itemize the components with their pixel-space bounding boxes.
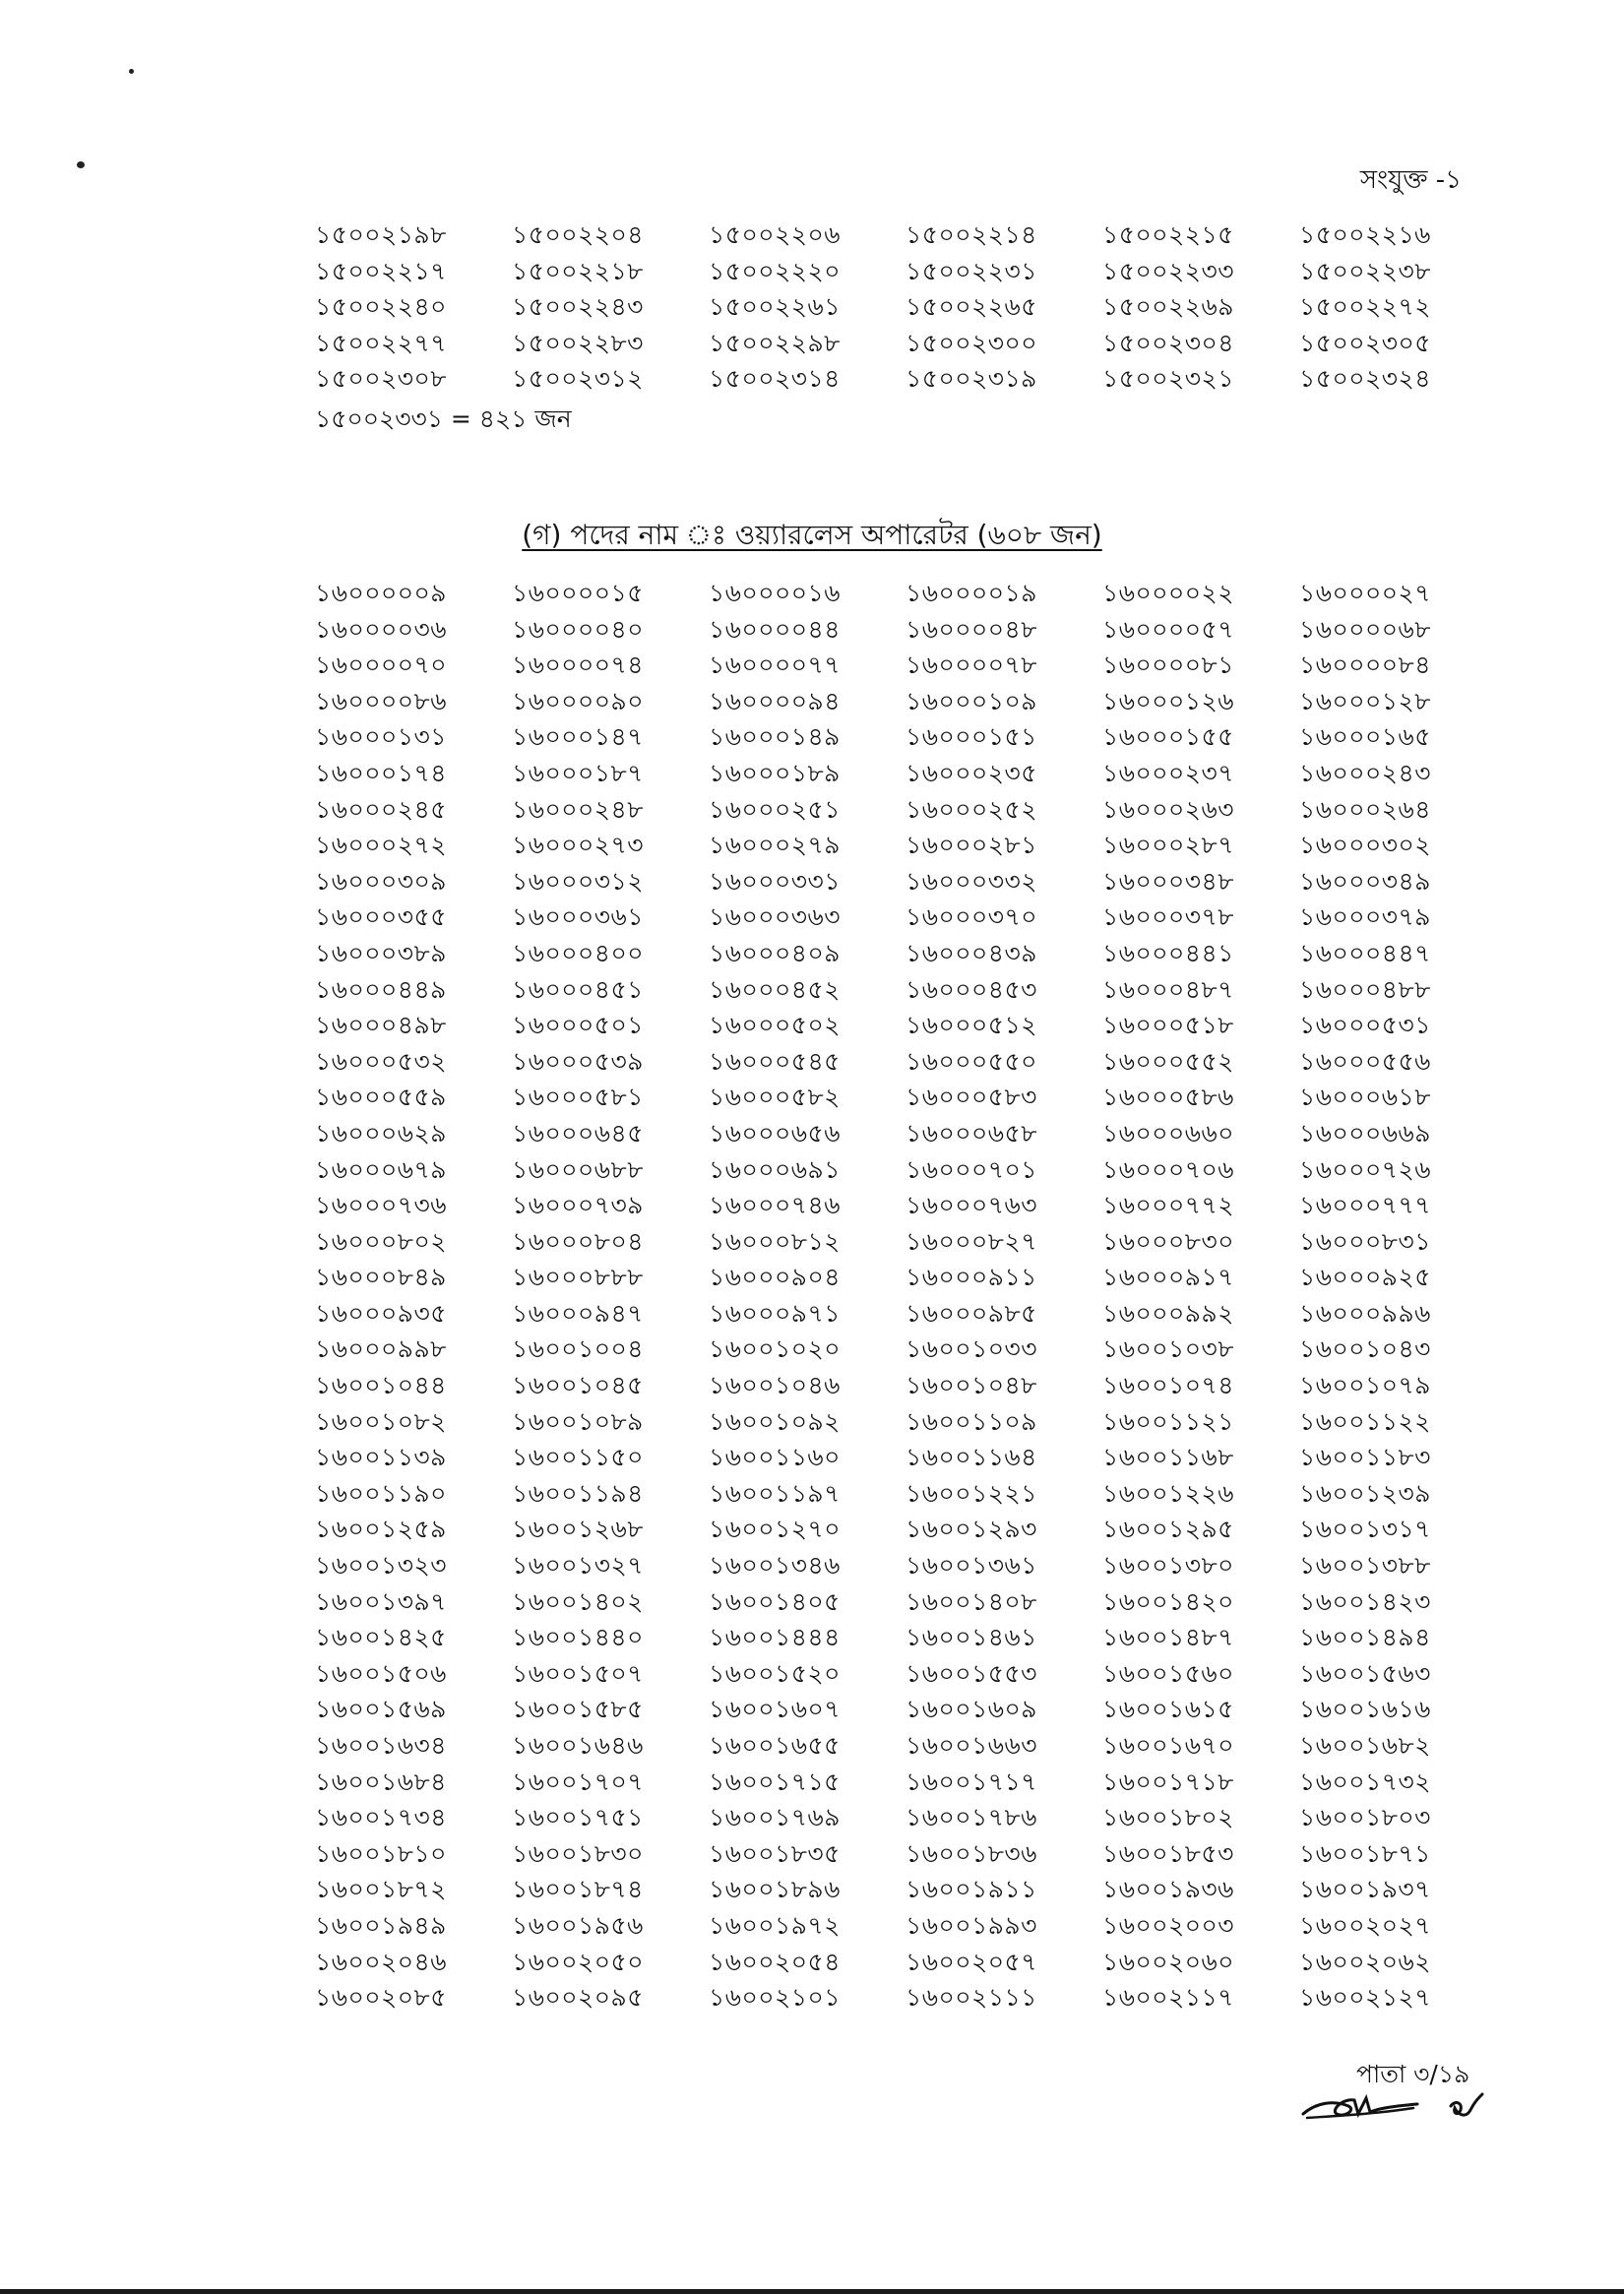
roll-number-cell: ১৬০০০৭৪৬ [709,1191,841,1220]
roll-number-cell: ১৬০০১৪৯৪ [1299,1623,1431,1652]
roll-number-cell: ১৬০০২০০৩ [1102,1910,1235,1940]
roll-number-cell: ১৬০০১৩৯৭ [315,1586,447,1616]
roll-number-cell: ১৬০০১৬০৯ [906,1695,1037,1724]
roll-number-cell: ১৬০০১৩৮৮ [1299,1551,1431,1581]
roll-number-cell: ১৬০০০২৫১ [709,794,841,824]
roll-number-cell: ১৬০০১৮৭৪ [512,1875,644,1904]
roll-number-cell: ১৬০০০০৭৭ [709,651,842,680]
roll-number-cell: ১৬০০০৯৭১ [709,1298,841,1328]
roll-number-cell: ১৫০০২২৭২ [1299,292,1431,322]
roll-number-cell: ১৬০০০৭০৬ [1102,1154,1235,1184]
roll-number-cell: ১৬০০০৮৮৮ [512,1263,644,1292]
roll-number-cell: ১৬০০১২৭০ [709,1515,841,1544]
roll-number-cell: ১৬০০১৯৩৭ [1299,1875,1431,1904]
roll-number-cell: ১৬০০০৬২৯ [315,1118,447,1147]
roll-number-cell: ১৬০০১১৬৪ [906,1443,1037,1472]
roll-number-cell: ১৫০০২৩১৪ [709,364,841,394]
roll-number-cell: ১৬০০০৪৫৩ [906,974,1037,1004]
roll-number-cell: ১৬০০০৫৪৫ [709,1046,841,1076]
roll-number-cell: ১৫০০২৩০৫ [1299,328,1431,357]
roll-number-cell: ১৬০০০৫৮১ [512,1083,644,1112]
roll-number-cell: ১৬০০০০৪০ [512,614,644,644]
roll-number-cell: ১৬০০১৮৭২ [315,1875,447,1904]
roll-number-cell: ১৬০০০২৫২ [906,794,1037,824]
roll-number-cell: ১৬০০০৭৭২ [1102,1191,1235,1220]
roll-number-cell: ১৬০০১০৮৯ [512,1406,644,1436]
roll-number-cell: ১৬০০০৫৮৬ [1102,1083,1234,1112]
roll-number-cell: ১৫০০২২৩১ [906,256,1037,285]
roll-number-cell: ১৬০০১১২২ [1299,1406,1431,1436]
roll-number-cell: ১৬০০১১৬০ [709,1443,841,1472]
roll-number-cell: ১৬০০০৫০১ [512,1011,644,1040]
roll-number-cell: ১৬০০১০৩৩ [906,1334,1037,1364]
roll-number-cell: ১৬০০১৪০৫ [709,1586,841,1616]
roll-number-cell: ১৬০০২১২৭ [1299,1983,1431,2013]
roll-number-cell: ১৫০০২৩০০ [906,328,1037,357]
roll-number-cell: ১৬০০১৮৩৫ [709,1838,841,1868]
roll-number-cell: ১৬০০১০৪৪ [315,1371,447,1400]
roll-number-cell: ১৬০০০৯১১ [906,1263,1037,1292]
roll-number-cell: ১৬০০১৭৩২ [1299,1767,1431,1796]
roll-number-cell: ১৬০০১৮১০ [315,1838,447,1868]
roll-number-cell: ১৬০০১০২০ [709,1334,841,1364]
roll-number-cell: ১৬০০১৮৩৬ [906,1838,1037,1868]
section-heading [0,514,1624,560]
roll-number-cell: ১৬০০১৭১৮ [1102,1767,1234,1796]
roll-number-cell: ১৬০০০৫৫৬ [1299,1046,1431,1076]
roll-number-cell: ১৬০০০২৬৪ [1299,794,1431,824]
roll-number-cell: ১৬০০১৯১১ [906,1875,1037,1904]
roll-number-cell: ১৬০০০০৫৭ [1102,614,1234,644]
roll-number-cell: ১৬০০০০৪৪ [709,614,841,644]
roll-number-cell: ১৬০০০৭২৬ [1299,1154,1432,1184]
roll-number-cell: ১৬০০২০৫৪ [709,1947,841,1976]
roll-number-cell: ১৬০০১৫০৬ [315,1658,447,1688]
roll-number-cell: ১৬০০১০৪৫ [512,1371,644,1400]
roll-number-cell: ১৬০০২১১৭ [1102,1983,1234,2013]
roll-number-cell: ১৬০০১০৭৯ [1299,1371,1431,1400]
roll-number-cell: ১৫০০২২৬১ [709,292,841,322]
roll-number-cell: ১৬০০০৪৪৯ [315,974,447,1004]
roll-number-cell: ১৬০০১৪২০ [1102,1586,1234,1616]
roll-number-cell: ১৬০০১৯৫৬ [512,1910,644,1940]
roll-number-cell: ১৬০০০২৭৯ [709,831,841,860]
annex-label: সংযুক্ত -১ [1359,165,1462,195]
roll-number-cell: ১৬০০১৯৯৩ [906,1910,1037,1940]
roll-number-cell: ১৫০০২২৮৩ [512,328,644,357]
roll-number-cell: ১৬০০১১৮৩ [1299,1443,1431,1472]
roll-number-cell: ১৬০০০২৪৫ [315,794,447,824]
roll-number-cell: ১৬০০০০৭০ [315,651,448,680]
roll-number-cell: ১৬০০১৫৬৩ [1299,1658,1431,1688]
roll-number-cell: ১৬০০১৮০৩ [1299,1803,1431,1832]
roll-number-cell: ১৬০০১৩৪৬ [709,1551,841,1581]
scan-speck [77,161,85,168]
roll-number-cell: ১৬০০০২৭২ [315,831,448,860]
roll-number-cell: ১৬০০১৫৬৯ [315,1695,447,1724]
roll-number-cell: ১৬০০০২৮৭ [1102,831,1234,860]
roll-number-cell: ১৫০০২২৬৯ [1102,292,1234,322]
roll-number-cell: ১৬০০০৪৪৭ [1299,938,1431,967]
roll-number-cell: ১৬০০০২৮১ [906,831,1037,860]
roll-number-cell: ১৫০০২৩২১ [1102,364,1234,394]
roll-number-cell: ১৬০০০০২২ [1102,579,1235,607]
roll-number-cell: ১৬০০১৩৬১ [906,1551,1037,1581]
signature [1297,2084,1435,2124]
roll-number-cell: ১৫০০২২৪৩ [512,292,644,322]
roll-number-cell: ১৬০০২০২৭ [1299,1910,1432,1940]
roll-number-cell: ১৬০০০১৫১ [906,722,1037,752]
roll-number-cell: ১৫০০২২১৬ [1299,220,1431,249]
roll-number-cell: ১৬০০০৮৩০ [1102,1226,1234,1256]
roll-number-cell: ১৬০০০২৪৩ [1299,758,1431,787]
roll-number-cell: ১৬০০০৮৩১ [1299,1226,1431,1256]
roll-number-cell: ১৬০০০৩০২ [1299,831,1432,860]
roll-number-cell: ১৫০০২২৯৮ [709,328,841,357]
roll-number-cell: ১৬০০১৬৩৪ [315,1731,447,1760]
roll-number-cell: ১৬০০১৪৪৪ [709,1623,841,1652]
roll-number-cell: ১৫০০২৩০৪ [1102,328,1234,357]
roll-number-cell: ১৬০০২০৫০ [512,1947,644,1976]
roll-number-cell: ১৬০০০৬৫৮ [906,1118,1037,1147]
roll-number-cell: ১৬০০০৩৪৮ [1102,866,1234,896]
roll-number-cell: ১৬০০০১৮৭ [512,758,644,787]
roll-number-cell: ১৬০০১৫০৭ [512,1658,644,1688]
roll-number-cell: ১৬০০০৩৩১ [709,866,841,896]
roll-number-cell: ১৬০০১০৯২ [709,1406,841,1436]
roll-number-cell: ১৬০০০৩৭৮ [1102,902,1234,932]
roll-number-cell: ১৫০০২৩১৯ [906,364,1037,394]
roll-number-cell: ১৬০০১১২১ [1102,1406,1234,1436]
roll-number-cell: ১৬০০০৯৩৫ [315,1298,447,1328]
roll-number-cell: ১৬০০১১৬৮ [1102,1443,1234,1472]
roll-number-cell: ১৬০০০১৬৫ [1299,722,1431,752]
roll-number-cell: ১৬০০০৪০৯ [709,938,841,967]
roll-number-cell: ১৬০০০৮০২ [315,1226,447,1256]
roll-number-cell: ১৫০০২২৩৮ [1299,256,1431,285]
roll-number-cell: ১৬০০০৭৩৯ [512,1191,644,1220]
roll-number-cell: ১৬০০১৬১৫ [1102,1695,1234,1724]
roll-number-cell: ১৬০০০৬৮৮ [512,1154,644,1184]
scan-speck [129,69,134,74]
section-title: (গ) পদের নাম ঃ ওয়্যারলেস অপারেটর (৬০৮ জন) [522,519,1102,551]
roll-number-grid-wireless-operator [315,576,1437,2016]
roll-number-cell: ১৬০০০৬৯১ [709,1154,841,1184]
roll-number-cell: ১৬০০১৮৭১ [1299,1838,1431,1868]
roll-number-cell: ১৬০০১৬৫৫ [709,1731,841,1760]
roll-number-cell: ১৬০০০০৯৪ [709,686,841,715]
roll-number-cell: ১৬০০০২৪৮ [512,794,644,824]
roll-number-cell: ১৬০০১১৯৪ [512,1478,644,1508]
roll-number-cell: ১৬০০০০৮৬ [315,686,447,715]
roll-number-cell: ১৬০০১৮৫৩ [1102,1838,1234,1868]
roll-number-cell: ১৫০০২২১৫ [1102,220,1234,249]
roll-number-cell: ১৬০০১৬১৬ [1299,1695,1431,1724]
roll-number-cell: ১৬০০০৬৬৯ [1299,1118,1431,1147]
roll-number-cell: ১৬০০০৯০৪ [709,1263,841,1292]
roll-number-cell: ১৬০০০৪০০ [512,938,644,967]
roll-number-cell: ১৬০০০৩৩২ [906,866,1038,896]
roll-number-cell: ১৬০০১৫৬০ [1102,1658,1234,1688]
roll-number-cell: ১৫০০২২১৭ [315,256,447,285]
roll-number-cell: ১৬০০০১৮৯ [709,758,841,787]
roll-number-cell: ১৬০০১০৪৮ [906,1371,1037,1400]
roll-number-cell: ১৬০০২০৯৫ [512,1983,644,2013]
roll-number-cell: ১৬০০০১৪৭ [512,722,644,752]
roll-number-cell: ১৬০০১২৬৮ [512,1515,644,1544]
roll-number-cell: ১৬০০১৬০৭ [709,1695,841,1724]
roll-number-cell: ১৬০০০৭৬৩ [906,1191,1038,1220]
roll-number-cell: ১৬০০১৭৬৯ [709,1803,841,1832]
roll-number-cell: ১৬০০১৪২৫ [315,1623,447,1652]
roll-number-cell: ১৫০০২৩২৪ [1299,364,1431,394]
roll-number-cell: ১৬০০০৪৩৯ [906,938,1037,967]
roll-number-cell: ১৬০০০১২৮ [1299,686,1431,715]
roll-number-cell: ১৬০০১২২১ [906,1478,1037,1508]
roll-number-cell: ১৬০০০৮২৭ [906,1226,1037,1256]
roll-number-cell: ১৬০০০৩৪৯ [1299,866,1431,896]
roll-number-cell: ১৬০০০০২৭ [1299,579,1432,607]
roll-number-cell: ১৬০০১২৯৫ [1102,1515,1234,1544]
roll-number-cell: ১৫০০২২৬৫ [906,292,1037,322]
roll-number-cell: ১৫০০২২২০ [709,256,841,285]
roll-number-cell: ১৫০০২২৩৩ [1102,256,1234,285]
roll-number-cell: ১৬০০১৭১৭ [906,1767,1037,1796]
roll-number-cell: ১৬০০০৫৩১ [1299,1011,1431,1040]
roll-number-cell: ১৬০০০৫৫৯ [315,1083,447,1112]
roll-number-cell: ১৬০০০৩১২ [512,866,644,896]
page-number: পাতা ৩/১৯ [1356,2060,1470,2088]
roll-number-cell: ১৬০০০৮৪৯ [315,1263,447,1292]
roll-number-cell: ১৬০০১১০৯ [906,1406,1037,1436]
roll-number-cell: ১৬০০০০৮৪ [1299,651,1431,680]
roll-number-cell: ১৬০০১৩২৭ [512,1551,644,1581]
roll-number-cell: ১৬০০১৭৫১ [512,1803,644,1832]
roll-number-cell: ১৬০০১৭১৫ [709,1767,841,1796]
roll-number-cell: ১৬০০০৯৯৮ [315,1334,447,1364]
roll-number-cell: ১৬০০০৩৭০ [906,902,1038,932]
roll-number-cell: ১৬০০০৪৫২ [709,974,841,1004]
roll-number-cell: ১৫০০২২১৮ [512,256,644,285]
roll-number-cell: ১৬০০০৬৫৬ [709,1118,841,1147]
roll-number-cell: ১৬০০০৫৫২ [1102,1046,1234,1076]
roll-number-cell: ১৬০০১০৮২ [315,1406,447,1436]
roll-number-cell: ১৬০০২০৬২ [1299,1947,1432,1976]
roll-number-cell: ১৬০০০০৭৪ [512,651,644,680]
roll-number-cell: ১৬০০০১২৬ [1102,686,1234,715]
roll-number-cell: ১৬০০০০৪৮ [906,614,1037,644]
roll-number-cell: ১৬০০১৪২৩ [1299,1586,1431,1616]
roll-number-cell: ১৬০০০৩৬৩ [709,902,842,932]
roll-number-cell: ১৬০০১৯৪৯ [315,1910,447,1940]
roll-number-cell: ১৬০০০৯২৫ [1299,1263,1431,1292]
roll-number-cell: ১৫০০২২০৬ [709,220,841,249]
roll-number-cell: ১৬০০০১৫৫ [1102,722,1234,752]
roll-number-cell: ১৬০০১১৫০ [512,1443,644,1472]
roll-number-cell: ১৬০০০০৬৮ [1299,614,1431,644]
roll-number-cell: ১৬০০০৯৯২ [1102,1298,1234,1328]
roll-number-cell: ১৬০০০০০৯ [315,579,447,607]
roll-number-cell: ১৫০০২৩০৮ [315,364,447,394]
roll-number-cell: ১৬০০০৫৮২ [709,1083,841,1112]
roll-number-cell: ১৬০০১৯৩৬ [1102,1875,1234,1904]
roll-number-cell: ১৬০০০১৩১ [315,722,447,752]
roll-number-cell: ১৬০০১৭০৭ [512,1767,644,1796]
roll-number-cell: ১৬০০০৮০৪ [512,1226,644,1256]
roll-number-cell: ১৬০০০৪৯৮ [315,1011,447,1040]
roll-number-cell: ১৬০০০৩০৯ [315,866,447,896]
roll-number-cell: ১৬০০১১৯৭ [709,1478,841,1508]
roll-number-cell: ১৬০০২০৮৫ [315,1983,447,2013]
roll-number-cell: ১৬০০১৪৮৭ [1102,1623,1234,1652]
roll-number-cell: ১৬০০১০৭৪ [1102,1371,1234,1400]
roll-number-cell: ১৬০০০০৩৬ [315,614,448,644]
roll-number-cell: ১৬০০১৫২০ [709,1658,841,1688]
roll-number-cell: ১৬০০০৬৬০ [1102,1118,1235,1147]
roll-number-cell: ১৬০০১২৯৩ [906,1515,1037,1544]
roll-number-cell: ১৬০০০৩৫৫ [315,902,447,932]
roll-number-cell: ১৫০০২১৯৮ [315,220,447,249]
roll-number-cell: ১৬০০০০১৯ [906,579,1037,607]
roll-number-cell: ১৬০০১৬৮৪ [315,1767,447,1796]
roll-number-cell: ১৫০০২২৭৭ [315,328,447,357]
roll-number-cell: ১৬০০১৪৪০ [512,1623,644,1652]
roll-number-cell: ১৬০০২১১১ [906,1983,1037,2013]
roll-number-cell: ১৬০০১০০৪ [512,1334,644,1364]
roll-number-cell: ১৫০০২৩১২ [512,364,644,394]
roll-number-cell: ১৬০০০৬৭৯ [315,1154,447,1184]
roll-number-cell: ১৬০০০৫৮৩ [906,1083,1037,1112]
roll-number-cell: ১৬০০১৭৩৪ [315,1803,447,1832]
roll-number-cell: ১৬০০২১০১ [709,1983,841,2013]
roll-number-cell: ১৬০০১৫৫৩ [906,1658,1037,1688]
roll-number-cell: ১৬০০০৩৭৯ [1299,902,1431,932]
roll-number-cell: ১৬০০১৯৭২ [709,1910,841,1940]
roll-number-cell: ১৬০০১০৪৩ [1299,1334,1431,1364]
roll-number-cell: ১৬০০১০৩৮ [1102,1334,1234,1364]
roll-number-cell: ১৬০০০৯১৭ [1102,1263,1234,1292]
initials [1447,2090,1486,2124]
roll-number-cell: ১৬০০০২৩৫ [906,758,1037,787]
roll-number-cell: ১৬০০১২৩৯ [1299,1478,1431,1508]
roll-number-cell: ১৬০০১১৩৯ [315,1443,447,1472]
roll-number-cell: ১৬০০২০৪৬ [315,1947,447,1976]
roll-number-cell: ১৬০০০১৭৪ [315,758,447,787]
roll-number-cell: ১৬০০০৫৩২ [315,1046,447,1076]
roll-number-cell: ১৬০০১৪০২ [512,1586,644,1616]
roll-number-cell: ১৬০০০৯৯৬ [1299,1298,1431,1328]
roll-number-cell: ১৫০০২২০৪ [512,220,644,249]
roll-number-cell: ১৬০০০৪৪১ [1102,938,1234,967]
section-total-line: ১৫০০২৩৩১ = ৪২১ জন [315,404,572,433]
roll-number-cell: ১৬০০১৫৮৫ [512,1695,644,1724]
roll-number-cell: ১৬০০১৭৮৬ [906,1803,1037,1832]
roll-number-cell: ১৬০০১৩১৭ [1299,1515,1431,1544]
roll-number-cell: ১৬০০১৮৩০ [512,1838,644,1868]
roll-number-cell: ১৬০০০৫০২ [709,1011,841,1040]
roll-number-cell: ১৬০০০০৭৮ [906,651,1037,680]
roll-number-cell: ১৬০০১৬৭০ [1102,1731,1234,1760]
roll-number-cell: ১৬০০০৪৫১ [512,974,644,1004]
roll-number-cell: ১৬০০০৭৭৭ [1299,1191,1432,1220]
roll-number-cell: ১৬০০০২৬৩ [1102,794,1235,824]
roll-number-cell: ১৬০০১২২৬ [1102,1478,1234,1508]
roll-number-cell: ১৬০০০৫১২ [906,1011,1037,1040]
roll-number-cell: ১৬০০১০৪৬ [709,1371,841,1400]
roll-number-cell: ১৬০০১২৫৯ [315,1515,447,1544]
roll-number-cell: ১৬০০০৪৮৭ [1102,974,1234,1004]
roll-number-cell: ১৬০০১৩৮০ [1102,1551,1234,1581]
roll-number-cell: ১৬০০০৫১৮ [1102,1011,1234,1040]
roll-number-cell: ১৬০০০৭৩৬ [315,1191,448,1220]
roll-number-cell: ১৬০০২০৬০ [1102,1947,1235,1976]
roll-number-cell: ১৬০০১১৯০ [315,1478,447,1508]
roll-number-cell: ১৬০০০৪৮৮ [1299,974,1431,1004]
roll-number-cell: ১৬০০১৪৬১ [906,1623,1037,1652]
roll-number-cell: ১৬০০১৮০২ [1102,1803,1234,1832]
roll-number-cell: ১৬০০০৭০১ [906,1154,1037,1184]
roll-number-cell: ১৬০০০৩৬১ [512,902,644,932]
roll-number-cell: ১৬০০০০১৫ [512,579,644,607]
roll-number-cell: ১৬০০১৬৮২ [1299,1731,1431,1760]
roll-number-cell: ১৬০০০০৮১ [1102,651,1234,680]
roll-number-cell: ১৬০০১৪০৮ [906,1586,1037,1616]
roll-number-cell: ১৬০০০২৭৩ [512,831,645,860]
roll-number-grid-continued [315,217,1437,398]
scan-edge [0,2289,1624,2294]
roll-number-cell: ১৬০০০৫৫০ [906,1046,1037,1076]
roll-number-cell: ১৬০০০৬১৮ [1299,1083,1431,1112]
roll-number-cell: ১৫০০২২৪০ [315,292,447,322]
roll-number-cell: ১৬০০০০১৬ [709,579,841,607]
roll-number-cell: ১৬০০০২৩৭ [1102,758,1235,787]
roll-number-cell: ১৬০০১৬৪৬ [512,1731,644,1760]
roll-number-cell: ১৬০০২০৫৭ [906,1947,1037,1976]
roll-number-cell: ১৬০০০৫৩৯ [512,1046,644,1076]
roll-number-cell: ১৬০০১৬৬৩ [906,1731,1037,1760]
roll-number-cell: ১৫০০২২১৪ [906,220,1037,249]
roll-number-cell: ১৬০০০১০৯ [906,686,1037,715]
roll-number-cell: ১৬০০০৯৮৫ [906,1298,1037,1328]
roll-number-cell: ১৬০০০১৪৯ [709,722,841,752]
roll-number-cell: ১৬০০০৯৪৭ [512,1298,644,1328]
roll-number-cell: ১৬০০১৩২৩ [315,1551,447,1581]
roll-number-cell: ১৬০০০৮১২ [709,1226,841,1256]
roll-number-cell: ১৬০০০৬৪৫ [512,1118,644,1147]
roll-number-cell: ১৬০০০৩৮৯ [315,938,447,967]
roll-number-cell: ১৬০০০০৯০ [512,686,644,715]
roll-number-cell: ১৬০০১৮৯৬ [709,1875,841,1904]
